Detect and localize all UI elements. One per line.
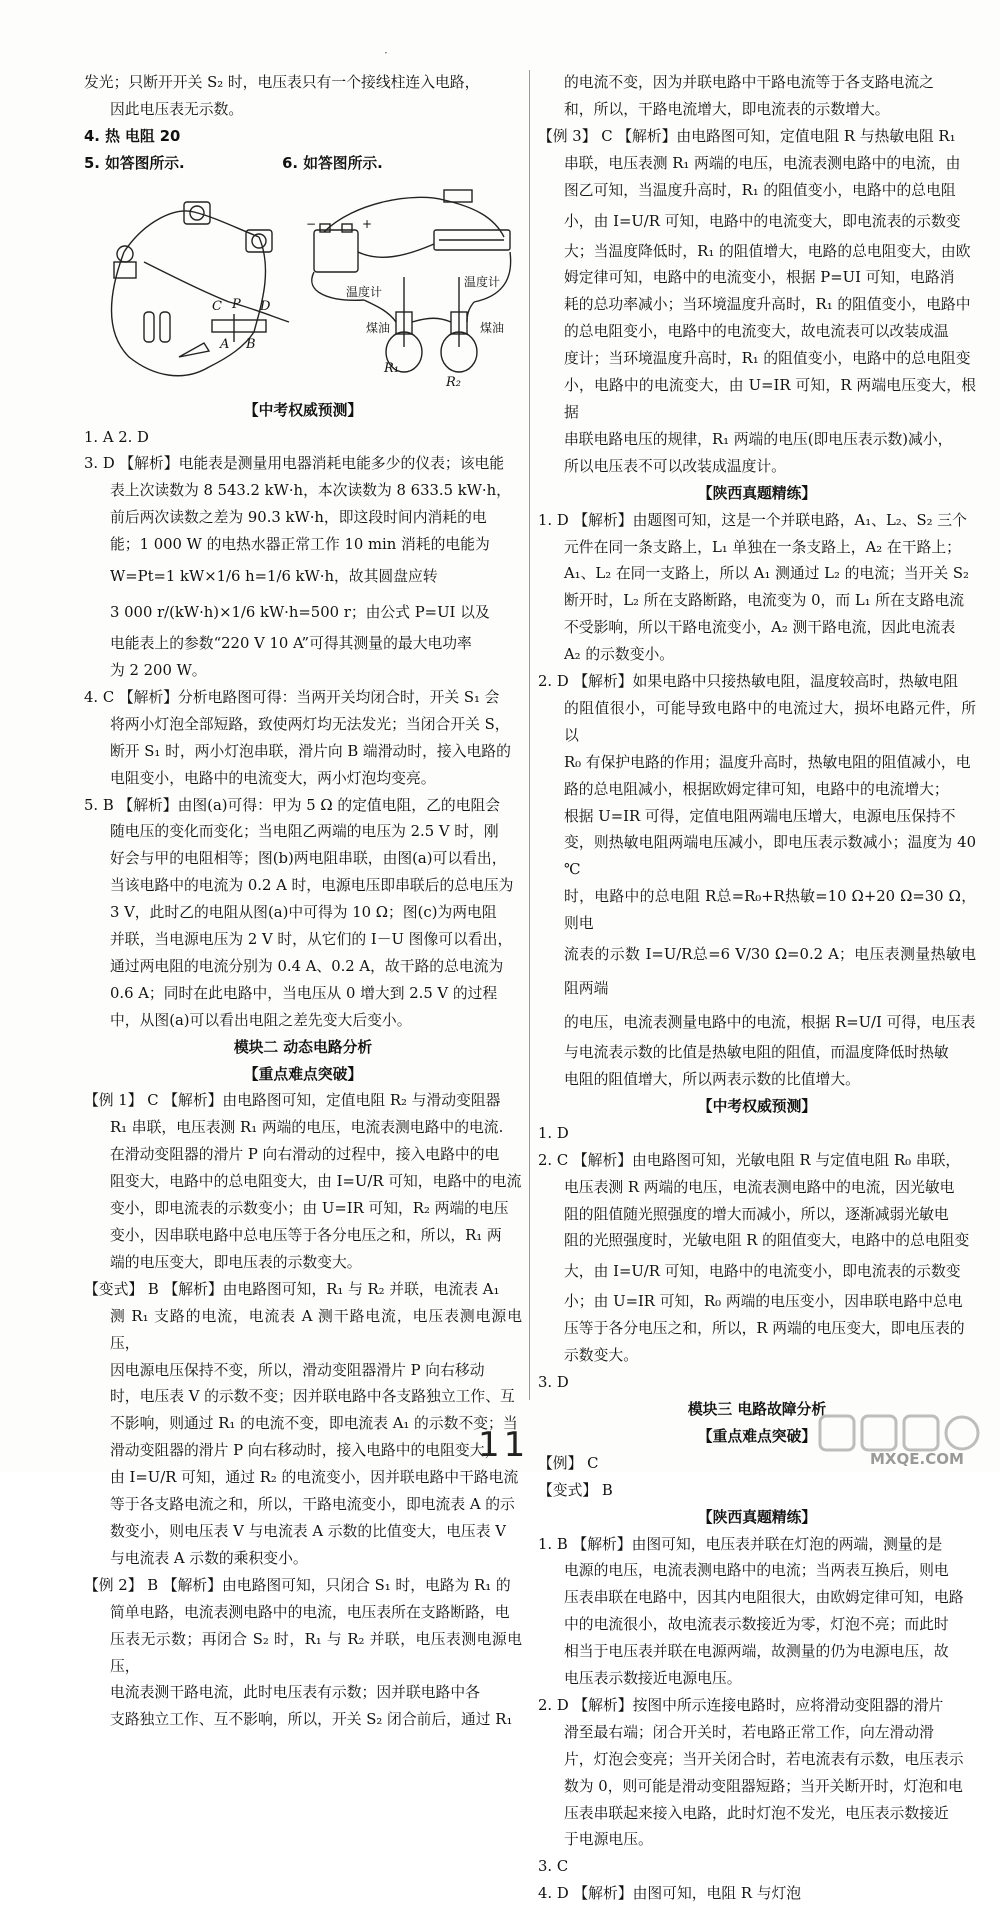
text-line: 并联，当电源电压为 2 V 时，从它们的 I－U 图像可以看出， [110, 931, 513, 949]
answer-q5-q6 [84, 151, 522, 178]
text-line: 的电压，电流表测量电路中的电流，根据 R=U/I 可得，电压表 [564, 1014, 976, 1032]
text-line: 电阻变小，电路中的电流变大，两小灯泡均变亮。 [110, 769, 436, 787]
text-line: 滑至最右端；闭合开关时，若电路正常工作，向左滑动滑 [564, 1723, 934, 1741]
text-line: 压等于各分电压之和，所以，R 两端的电压变大，即电压表的 [564, 1320, 965, 1338]
text-line: 电压表示数接近电源电压。 [564, 1670, 742, 1688]
answer-line: 3. C [538, 1858, 569, 1876]
text-line: 小，由 I=U/R 可知，电路中的电流变大，即电流表的示数变 [564, 212, 961, 230]
text-line: 小，电路中的电流变大，由 U=IR 可知，R 两端电压变大，根据 [564, 377, 976, 421]
answer-line: 3. D [538, 1374, 569, 1392]
label-r2: R₂ [446, 374, 461, 390]
text-line: 因电源电压保持不变，所以，滑动变阻器滑片 P 向右移动 [110, 1361, 485, 1379]
label-minus: − [306, 216, 317, 231]
answer-line: 【例】 C [538, 1454, 599, 1472]
text-line: 支路独立工作、互不影响，所以，开关 S₂ 闭合前后，通过 R₁ [110, 1711, 513, 1729]
text-line: 小；由 U=IR 可知，R₀ 两端的电压变小，因串联电路中总电 [564, 1293, 963, 1311]
text-line: 中的电流很小，故电流表示数接近为零，灯泡不亮；而此时 [564, 1616, 949, 1634]
section-heading: 【陕西真题精练】 [697, 1508, 817, 1526]
text-line: 4. C 【解析】分析电路图可得：当两开关均闭合时，开关 S₁ 会 [84, 688, 500, 706]
text-line: 等于各支路电流之和，所以，干路电流变小，即电流表 A 的示 [110, 1496, 515, 1514]
text-line: 片，灯泡会变亮；当开关闭合时，若电流表有示数，电压表示 [564, 1750, 964, 1768]
text-line: 阻变大，电路中的总电阻变大，由 I=U/R 可知，电路中的电流 [110, 1173, 522, 1191]
switch [179, 343, 209, 357]
text-line: 图乙可知，当温度升高时，R₁ 的阻值变小，电路中的总电阻 [564, 181, 956, 199]
text-line: 测 R₁ 支路的电流，电流表 A 测干路电流，电压表测电源电压， [110, 1307, 522, 1352]
text-line: 【例 1】 C 【解析】由电路图可知，定值电阻 R₂ 与滑动变阻器 [84, 1092, 501, 1110]
text-line: 阻的阻值随光照强度的增大而减小，所以，逐渐减弱光敏电 [564, 1205, 949, 1223]
text-line: 耗的总功率减小；当环境温度升高时，R₁ 的阻值变小，电路中 [564, 296, 971, 314]
text-line: 好会与甲的电阻相等；图(b)两电阻串联，由图(a)可以看出， [110, 850, 507, 868]
text-line: 压表串联在电路中，因其内电阻很大，由欧姆定律可知，电路 [564, 1589, 964, 1607]
text-line: 元件在同一条支路上，L₁ 单独在一条支路上，A₂ 在干路上； [564, 538, 961, 556]
text-line: 端的电压变大，即电压表的示数变大。 [110, 1253, 362, 1271]
text-line: 示数变大。 [564, 1347, 638, 1365]
text-line: 姆定律可知，电路中的电流变小，根据 P=UI 可知，电路消 [564, 269, 955, 287]
label-p: P [232, 296, 241, 312]
text-line: 和，所以，干路电流增大，即电流表的示数增大。 [564, 100, 890, 118]
formula-line: W=Pt=1 kW×1/6 h=1/6 kW·h，故其圆盘应转 [110, 568, 438, 586]
dot-mark: · [384, 46, 388, 60]
text-line: 大，由 I=U/R 可知，电路中的电流变小，即电流表的示数变 [564, 1263, 961, 1281]
answer-q6: 6. 如答图所示. [282, 154, 383, 172]
text-line: 5. B 【解析】由图(a)可得：甲为 5 Ω 的定值电阻，乙的电阻会 [84, 796, 501, 814]
label-thermometer-1: 温度计 [346, 284, 383, 299]
text-line: 变小，因串联电路中总电压等于各分电压之和，所以，R₁ 两 [110, 1227, 502, 1244]
module-heading: 模块三 电路故障分析 [687, 1400, 827, 1418]
text-line: 【变式】 B 【解析】由电路图可知，R₁ 与 R₂ 并联，电流表 A₁ [84, 1280, 500, 1298]
text-line: 度计；当环境温度升高时，R₁ 的阻值变小，电路中的总电阻变 [564, 350, 971, 368]
text-line: 变，则热敏电阻两端电压减小，即电压表示数减小；温度为 40 ℃ [564, 834, 976, 879]
label-d: D [260, 298, 271, 314]
section-heading: 【陕西真题精练】 [697, 484, 817, 502]
label-a: A [220, 336, 230, 352]
text-line: 断开 S₁ 时，两小灯泡串联，滑片向 B 端滑动时，接入电路的 [110, 742, 511, 760]
text-line: 通过两电阻的电流分别为 0.4 A、0.2 A，故干路的总电流为 [110, 957, 504, 975]
label-plus: + [362, 216, 373, 231]
text-line: 断开时，L₂ 所在支路断路，电流变为 0，而 L₁ 所在支路电流 [564, 592, 965, 610]
section-heading: 【重点难点突破】 [697, 1427, 817, 1445]
label-r1: R₁ [384, 360, 399, 376]
lamp [117, 246, 133, 262]
battery [160, 312, 170, 342]
text-line: 在滑动变阻器的滑片 P 向右滑动的过程中，接入电路中的电 [110, 1146, 500, 1164]
answer-line: 1. A 2. D [84, 428, 149, 446]
text-line: 的电流不变，因为并联电路中干路电流等于各支路电流之 [564, 74, 934, 91]
text-line: 【例 3】 C 【解析】由电路图可知，定值电阻 R 与热敏电阻 R₁ [538, 127, 956, 145]
text-line: 能；1 000 W 的电热水器正常工作 10 min 消耗的电能为 [110, 536, 490, 554]
text-line: 前后两次读数之差为 90.3 kW·h，即这段时间内消耗的电 [110, 509, 487, 527]
text-line: 串联，电压表测 R₁ 两端的电压，电流表测电路中的电流，由 [564, 154, 961, 172]
text-line: 4. D 【解析】由图可知，电阻 R 与灯泡 [538, 1885, 802, 1903]
wire [144, 262, 229, 302]
text-line: 电源的电压，电流表测电路中的电流；当两表互换后，则电 [564, 1562, 949, 1580]
text-line: 1. D 【解析】由题图可知，这是一个并联电路，A₁、L₂、S₂ 三个 [538, 511, 967, 529]
text-line: 与电流表示数的比值是热敏电阻的阻值，而温度降低时热敏 [564, 1044, 949, 1062]
label-b: B [246, 336, 256, 352]
switch [444, 190, 472, 202]
text-line: 不影响，则通过 R₁ 的电流不变，即电流表 A₁ 的示数不变；当 [110, 1415, 518, 1433]
text-line: 3. D 【解析】电能表是测量用电器消耗电能多少的仪表；该电能 [84, 455, 505, 473]
text-line: 串联电路电压的规律，R₁ 两端的电压(即电压表示数)减小， [564, 430, 953, 448]
column-divider [529, 70, 530, 1400]
left-column [84, 70, 522, 1734]
module-heading: 模块二 动态电路分析 [233, 1038, 373, 1056]
text-line: 电阻的阻值增大，所以两表示数的比值增大。 [564, 1071, 860, 1088]
text-line: 【例 2】 B 【解析】由电路图可知，只闭合 S₁ 时，电路为 R₁ 的 [84, 1576, 511, 1594]
text-line: 滑动变阻器的滑片 P 向右移动时，接入电路中的电阻变大， [110, 1442, 500, 1460]
text-line: 发光；只断开开关 S₂ 时，电压表只有一个接线柱连入电路， [84, 74, 480, 91]
text-line: 阻的光照强度时，光敏电阻 R 的阻值变大，电路中的总电阻变 [564, 1232, 970, 1250]
watermark-site: MXQE.COM [870, 1450, 964, 1468]
text-line: 所以电压表不可以改装成温度计。 [564, 457, 786, 475]
text-line: 简单电路，电流表测电路中的电流，电压表所在支路断路，电 [110, 1603, 510, 1621]
section-heading: 【中考权威预测】 [243, 401, 363, 419]
text-line: 与电流表 A 示数的乘积变小。 [110, 1549, 308, 1567]
wire [254, 237, 265, 332]
text-line: 大；当温度降低时，R₁ 的阻值增大，电路的总电阻变大，由欧 [564, 242, 971, 260]
circuit-diagrams [84, 182, 522, 392]
text-line: R₁ 串联，电压表测 R₁ 两端的电压，电流表测电路中的电流. [110, 1119, 504, 1137]
text-line: 数为 0，则可能是滑动变阻器短路；当开关断开时，灯泡和电 [564, 1777, 963, 1795]
text-line: 表上次读数为 8 543.2 kW·h，本次读数为 8 633.5 kW·h， [110, 482, 511, 500]
text-line: 2. D 【解析】如果电路中只接热敏电阻，温度较高时，热敏电阻 [538, 673, 959, 691]
page-number: 11 [478, 1425, 530, 1465]
text-line: 的总电阻变小，电路中的电流变大，故电流表可以改装成温 [564, 323, 949, 341]
label-oil-2: 煤油 [480, 320, 505, 335]
text-line: 压表串联起来接入电路，此时灯泡不发光，电压表示数接近 [564, 1804, 949, 1822]
text-line: 由 I=U/R 可知，通过 R₂ 的电流变小，因并联电路中干路电流 [110, 1469, 519, 1487]
text-line: 流表的示数 I=U/R总=6 V/30 Ω=0.2 A；电压表测量热敏电阻两端 [564, 946, 976, 998]
battery [144, 312, 154, 342]
answer-line: 【变式】 B [538, 1481, 613, 1499]
text-line: 时，电路中的总电阻 R总=R₀+R热敏=10 Ω+20 Ω=30 Ω，则电 [564, 888, 976, 933]
text-line: 变小，即电流表的示数变小；由 U=IR 可知，R₂ 两端的电压 [110, 1200, 509, 1218]
text-line: 因此电压表无示数。 [110, 100, 244, 118]
text-line: 压表无示数；再闭合 S₂ 时，R₁ 与 R₂ 并联，电压表测电源电压， [110, 1630, 522, 1675]
answer-q5: 5. 如答图所示. [84, 154, 185, 172]
right-column [538, 70, 976, 1908]
text-line: 于电源电压。 [564, 1831, 653, 1849]
text-line: A₂ 的示数变小。 [564, 646, 675, 664]
text-line: 为 2 200 W。 [110, 661, 207, 679]
text-line: 数变小，则电压表 V 与电流表 A 示数的比值变大，电压表 V [110, 1522, 506, 1540]
text-line: 路的总电阻减小，根据欧姆定律可知，电路中的电流增大； [564, 780, 949, 798]
text-line: 随电压的变化而变化；当电阻乙两端的电压为 2.5 V 时，刚 [110, 823, 499, 841]
text-line: 2. D 【解析】按图中所示连接电路时，应将滑动变阻器的滑片 [538, 1696, 944, 1714]
text-line: 相当于电压表并联在电源两端，故测量的仍为电源电压，故 [564, 1643, 949, 1661]
battery-box [314, 230, 358, 272]
label-oil-1: 煤油 [366, 320, 391, 335]
text-line: 中，从图(a)可以看出电阻之差先变大后变小。 [110, 1011, 412, 1029]
section-heading: 【中考权威预测】 [697, 1097, 817, 1115]
text-line: 2. C 【解析】由电路图可知，光敏电阻 R 与定值电阻 R₀ 串联， [538, 1151, 961, 1169]
text-line: 0.6 A；同时在此电路中，当电压从 0 增大到 2.5 V 的过程 [110, 984, 498, 1002]
section-heading: 【重点难点突破】 [243, 1065, 363, 1083]
text-line: 根据 U=IR 可得，定值电阻两端电压增大，电源电压保持不 [564, 807, 956, 825]
text-line: 电压表测 R 两端的电压，电流表测电路中的电流，因光敏电 [564, 1178, 955, 1196]
text-line: 当该电路中的电流为 0.2 A 时，电源电压即串联后的总电压为 [110, 877, 514, 895]
text-line: 电能表上的参数“220 V 10 A”可得其测量的最大电功率 [110, 635, 472, 653]
rheostat [212, 320, 266, 332]
answer-figures [84, 182, 522, 392]
answer-line: 1. D [538, 1124, 569, 1142]
text-line: 3 V，此时乙的电阻从图(a)中可得为 10 Ω；图(c)为两电阻 [110, 904, 497, 922]
answer-q4: 4. 热 电阻 20 [84, 127, 181, 145]
text-line: 时，电压表 V 的示数不变；因并联电路中各支路独立工作、互 [110, 1388, 515, 1406]
text-line: 1. B 【解析】由图可知，电压表并联在灯泡的两端，测量的是 [538, 1535, 943, 1553]
label-c: C [212, 298, 222, 314]
text-line: 电流表测干路电流，此时电压表有示数；因并联电路中各 [110, 1684, 480, 1702]
text-line: 将两小灯泡全部短路，致使两灯均无法发光；当闭合开关 S， [110, 715, 510, 733]
text-line: R₀ 有保护电路的作用；温度升高时，热敏电阻的阻值减小，电 [564, 753, 971, 771]
text-line: 的阻值很小，可能导致电路中的电流过大，损坏电路元件，所以 [564, 699, 976, 744]
text-line: 不受影响，所以干路电流变小，A₂ 测干路电流，因此电流表 [564, 619, 956, 637]
text-line: A₁、L₂ 在同一支路上，所以 A₁ 测通过 L₂ 的电流；当开关 S₂ [564, 565, 969, 583]
label-thermometer-2: 温度计 [464, 274, 501, 289]
formula-line: 3 000 r/(kW·h)×1/6 kW·h=500 r；由公式 P=UI 以及 [110, 604, 490, 622]
